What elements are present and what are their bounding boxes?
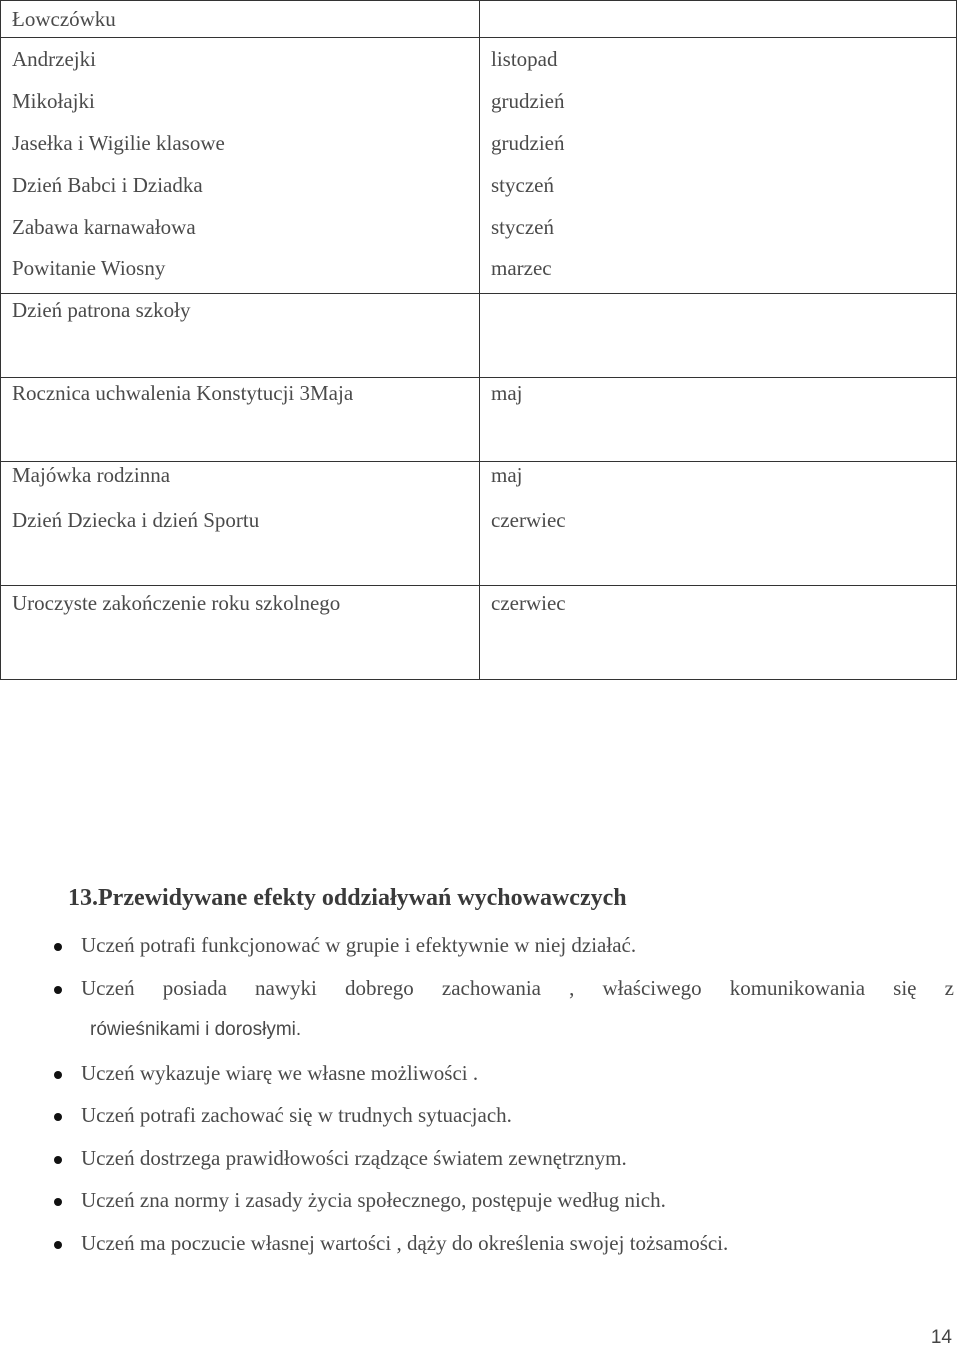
list-item: [81, 976, 954, 1001]
list-item-continuation: rówieśnikami i dorosłymi.: [90, 1019, 302, 1040]
table-row: [0, 38, 957, 294]
event-name: Dzień patrona szkoły: [12, 298, 191, 322]
bullet-icon: [54, 986, 62, 994]
table-cell-event: [1, 586, 479, 679]
list-item-word: właściwego: [602, 976, 702, 1000]
table-cell-month: [479, 1, 956, 37]
list-item: Uczeń wykazuje wiarę we własne możliwości .: [81, 1061, 479, 1085]
event-month: czerwiec: [491, 508, 566, 532]
list-item-word: nawyki: [255, 976, 317, 1000]
table-cell-month: [479, 462, 956, 585]
bullet-icon: [54, 1198, 62, 1206]
list-item-word: dobrego: [344, 976, 414, 1000]
list-item-word: Uczeń: [81, 976, 135, 1000]
event-month: grudzień: [491, 131, 565, 155]
event-name: Łowczówku: [12, 7, 116, 31]
event-month: styczeń: [491, 173, 554, 197]
list-item-word: komunikowania: [729, 976, 866, 1000]
list-item-word: zachowania: [441, 976, 541, 1000]
bullet-icon: [54, 1241, 62, 1249]
list-item: Uczeń zna normy i zasady życia społecznego, postępuje według nich.: [81, 1188, 666, 1212]
table-row: [0, 462, 957, 586]
event-month: czerwiec: [491, 591, 566, 615]
event-month: styczeń: [491, 215, 554, 239]
list-item: Uczeń ma poczucie własnej wartości , dąży do określenia swojej tożsamości.: [81, 1231, 729, 1255]
event-name: Uroczyste zakończenie roku szkolnego: [12, 591, 341, 615]
list-item-word: się: [893, 976, 917, 1000]
event-name: Mikołajki: [12, 89, 95, 113]
list-item-word: ,: [569, 976, 575, 1000]
event-month: maj: [491, 381, 523, 405]
table-row: [0, 294, 957, 378]
event-month: maj: [491, 463, 523, 487]
table-cell-month: [479, 294, 956, 377]
table-cell-month: [479, 378, 956, 461]
event-name: Majówka rodzinna: [12, 463, 171, 487]
table-cell-event: [1, 378, 479, 461]
table-cell-event: [1, 294, 479, 377]
table-row: [0, 586, 957, 680]
table-cell-event: [1, 462, 479, 585]
list-item: Uczeń potrafi zachować się w trudnych sytuacjach.: [81, 1103, 512, 1127]
event-name: Dzień Babci i Dziadka: [12, 173, 203, 197]
event-month: marzec: [491, 256, 552, 280]
bullet-icon: [54, 1156, 62, 1164]
table-row: [0, 0, 957, 38]
table-cell-month: [479, 38, 956, 293]
list-item-word: posiada: [162, 976, 227, 1000]
section-heading: 13.Przewidywane efekty oddziaływań wychowawczych: [68, 885, 627, 911]
event-month: grudzień: [491, 89, 565, 113]
event-name: Powitanie Wiosny: [12, 256, 166, 280]
event-name: Jasełka i Wigilie klasowe: [12, 131, 225, 155]
list-item-word: z: [944, 976, 954, 1000]
event-name: Dzień Dziecka i dzień Sportu: [12, 508, 260, 532]
table-cell-event: [1, 38, 479, 293]
bullet-icon: [54, 1071, 62, 1079]
list-item: Uczeń potrafi funkcjonować w grupie i efektywnie w niej działać.: [81, 933, 637, 957]
table-row: [0, 378, 957, 462]
list-item: Uczeń dostrzega prawidłowości rządzące światem zewnętrznym.: [81, 1146, 627, 1170]
bullet-icon: [54, 943, 62, 951]
event-name: Andrzejki: [12, 47, 96, 71]
event-month: listopad: [491, 47, 558, 71]
page-number: 14: [930, 1327, 952, 1348]
table-cell-month: [479, 586, 956, 679]
table-cell-event: [1, 1, 479, 37]
event-name: Zabawa karnawałowa: [12, 215, 196, 239]
event-name: Rocznica uchwalenia Konstytucji 3Maja: [12, 381, 354, 405]
bullet-icon: [54, 1113, 62, 1121]
